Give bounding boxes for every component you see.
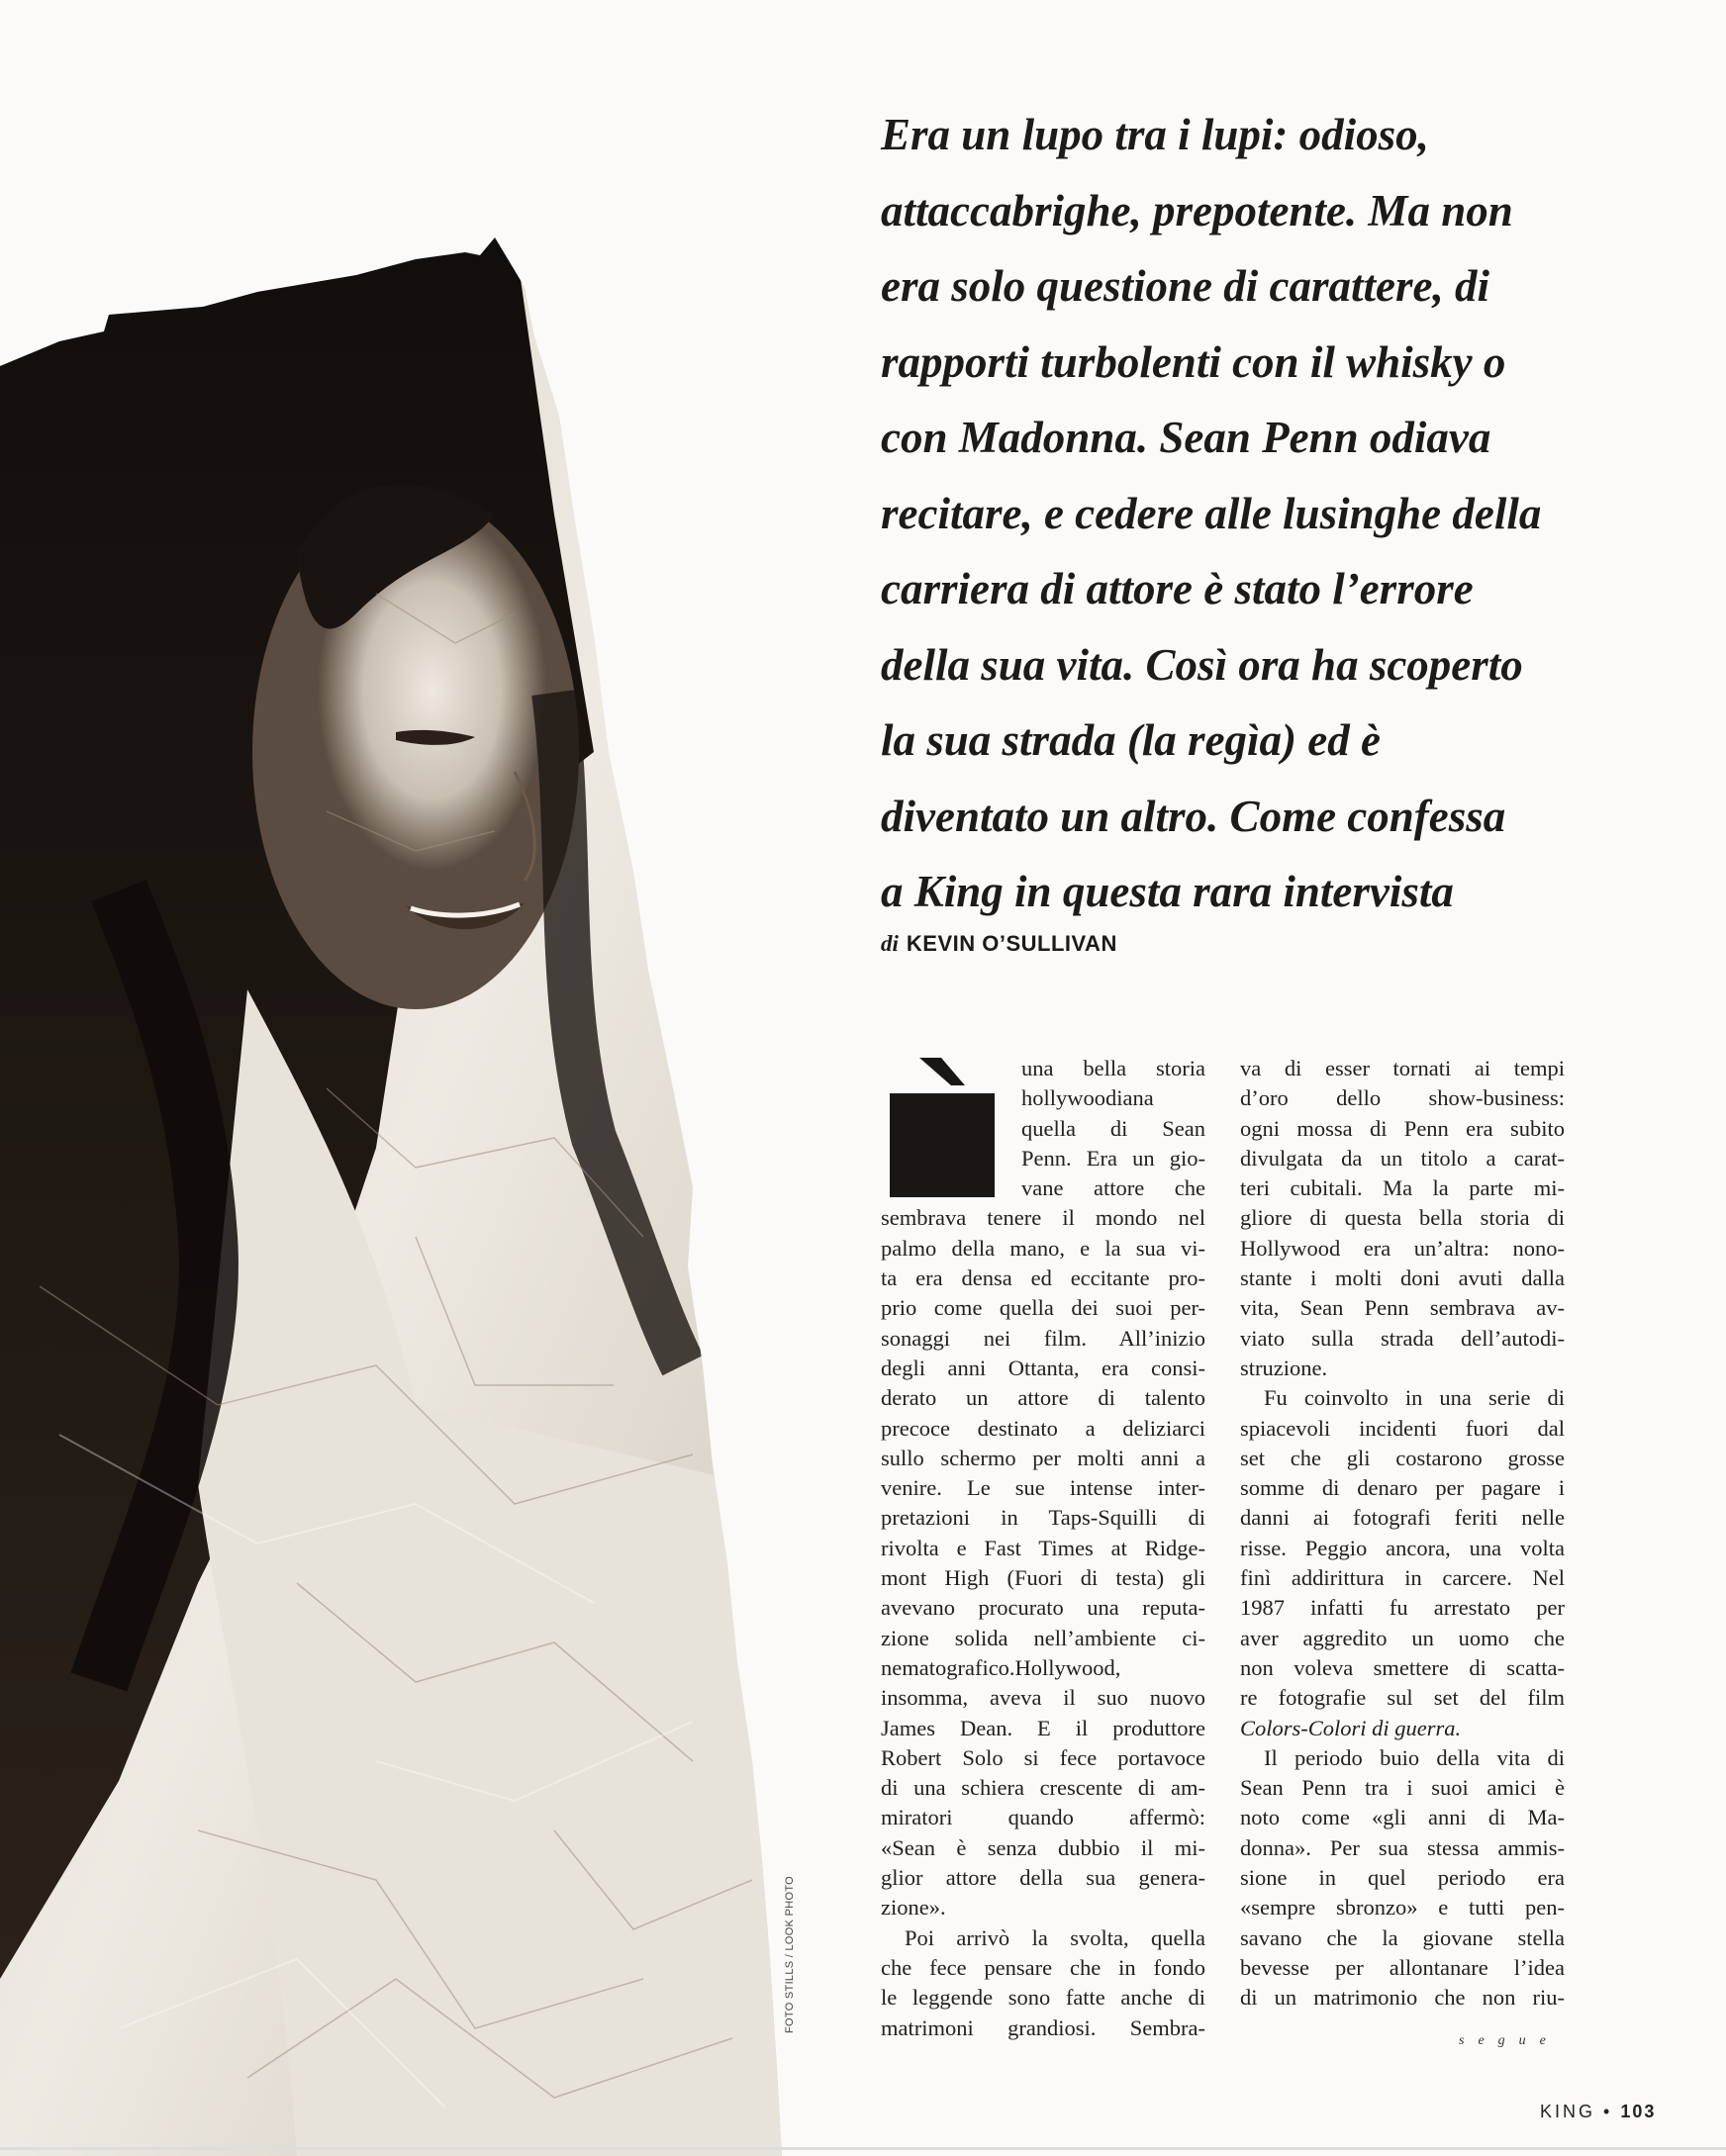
body-line: Robert Solo si fece portavoce [881,1744,1205,1770]
body-line: zione». [881,1895,946,1921]
body-line: spiacevoli incidenti fuori dal [1240,1415,1565,1441]
body-line: mont High (Fuori di testa) gli [881,1565,1205,1591]
body-line: noto come «gli anni di Ma- [1240,1805,1565,1830]
body-line: bevesse per allontanare l’idea [1240,1954,1565,1980]
body-line: Hollywood era un’altra: nono- [1240,1235,1565,1261]
article-column-2 [1240,1054,1565,2014]
body-line: Il periodo buio della vita di [1264,1744,1565,1770]
body-line: Poi arrivò la svolta, quella [905,1924,1205,1950]
body-line: ogni mossa di Penn era subito [1240,1115,1565,1141]
body-line: non voleva smettere di scatta- [1240,1654,1565,1680]
byline [881,931,1117,957]
article-column-1 [881,1054,1205,2043]
body-line: savano che la giovane stella [1240,1924,1565,1950]
body-line: set che gli costarono grosse [1240,1445,1565,1470]
body-line: sullo schermo per molti anni a [881,1445,1205,1470]
continued-marker: segue [1459,2033,1560,2048]
body-line: derato un attore di talento [881,1385,1205,1411]
body-line: danni ai fotografi feriti nelle [1240,1505,1565,1531]
body-line: re fotografie sul set del film [1240,1685,1565,1711]
article-deck [881,97,1593,930]
photo-credit: FOTO STILLS / LOOK PHOTO [784,1876,796,2033]
body-line: matrimoni grandiosi. Sembra- [881,2015,1205,2040]
body-line: finì addirittura in carcere. Nel [1240,1565,1565,1591]
deck-line: rapporti turbolenti con il whisky o [881,336,1506,387]
page-number: 103 [1620,2102,1657,2121]
body-line: degli anni Ottanta, era consi- [881,1355,1205,1380]
body-line: stante i molti doni avuti dalla [1240,1265,1565,1291]
body-line: struzione. [1240,1355,1328,1380]
deck-line: recitare, e cedere alle lusinghe della [881,488,1542,538]
crumpled-portrait-image [0,0,782,2156]
body-line: divulgata da un titolo a carat- [1240,1145,1565,1171]
page-folio [1540,2102,1656,2122]
body-line: viato sulla strada dell’autodi- [1240,1325,1565,1351]
deck-line: carriera di attore è stato l’errore [881,564,1474,613]
body-line: sonaggi nei film. All’inizio [881,1325,1205,1351]
deck-line: diventato un altro. Come confessa [881,791,1506,841]
folio-separator: • [1603,2102,1613,2121]
page-edge-rule [0,2147,1726,2150]
body-line: gliore di questa bella storia di [1240,1205,1565,1231]
body-line: James Dean. E il produttore [881,1715,1205,1740]
portrait-photo [0,0,782,2156]
deck-line: attaccabrighe, prepotente. Ma non [881,185,1513,235]
body-line: Penn. Era un gio- [1021,1145,1205,1171]
body-line: insomma, aveva il suo nuovo [881,1685,1205,1711]
body-line: nematografico.Hollywood, [881,1654,1121,1680]
body-line: d’oro dello show-business: [1240,1085,1565,1111]
body-line: precoce destinato a deliziarci [881,1415,1205,1441]
body-line: una bella storia [1021,1056,1205,1080]
body-line: vane attore che [1021,1175,1205,1201]
body-line: ta era densa ed eccitante pro- [881,1265,1205,1291]
body-line: vita, Sean Penn sembrava av- [1240,1295,1565,1321]
deck-line: la sua strada (la regìa) ed è [881,715,1381,765]
body-line: venire. Le sue intense inter- [881,1475,1205,1501]
body-line: zione solida nell’ambiente ci- [881,1625,1205,1650]
body-line: donna». Per sua stessa ammis- [1240,1834,1565,1860]
deck-line: con Madonna. Sean Penn odiava [881,413,1491,462]
body-line: rivolta e Fast Times at Ridge- [881,1535,1205,1560]
body-line: sembrava tenere il mondo nel [881,1205,1205,1231]
magazine-name: KING [1540,2102,1596,2121]
body-line: le leggende sono fatte anche di [881,1985,1205,2011]
byline-prefix: di [881,931,899,956]
body-line: Sean Penn tra i suoi amici è [1240,1775,1565,1801]
body-line: palmo della mano, e la sua vi- [881,1235,1205,1261]
body-line: aver aggredito un uomo che [1240,1625,1565,1650]
body-line: miratori quando affermò: [881,1805,1205,1830]
body-line: teri cubitali. Ma la parte mi- [1240,1175,1565,1201]
body-line: hollywoodiana [1021,1085,1154,1111]
body-line: sione in quel periodo era [1240,1865,1565,1891]
deck-line: della sua vita. Così ora ha scoperto [881,639,1523,690]
deck-line: Era un lupo tra i lupi: odioso, [881,110,1429,159]
byline-author: KEVIN O’SULLIVAN [906,931,1117,956]
body-line: «Sean è senza dubbio il mi- [881,1834,1205,1860]
body-line: che fece pensare che in fondo [881,1954,1205,1980]
body-line: prio come quella dei suoi per- [881,1295,1205,1321]
body-line: di una schiera crescente di am- [881,1775,1205,1801]
body-line: Colors-Colori di guerra. [1240,1715,1462,1740]
body-line: glior attore della sua genera- [881,1865,1205,1891]
body-line: di un matrimonio che non riu- [1240,1985,1565,2011]
body-line: pretazioni in Taps-Squilli di [881,1505,1205,1531]
deck-line: a King in questa rara intervista [881,867,1454,916]
body-line: avevano procurato una reputa- [881,1595,1205,1621]
body-line: «sempre sbronzo» e tutti pen- [1240,1895,1565,1921]
body-line: va di esser tornati ai tempi [1240,1056,1565,1080]
deck-line: era solo questione di carattere, di [881,261,1489,311]
body-line: quella di Sean [1021,1115,1205,1141]
body-line: Fu coinvolto in una serie di [1264,1385,1565,1411]
body-line: 1987 infatti fu arrestato per [1240,1595,1565,1621]
body-line: risse. Peggio ancora, una volta [1240,1535,1565,1560]
body-line: somme di denaro per pagare i [1240,1475,1565,1501]
